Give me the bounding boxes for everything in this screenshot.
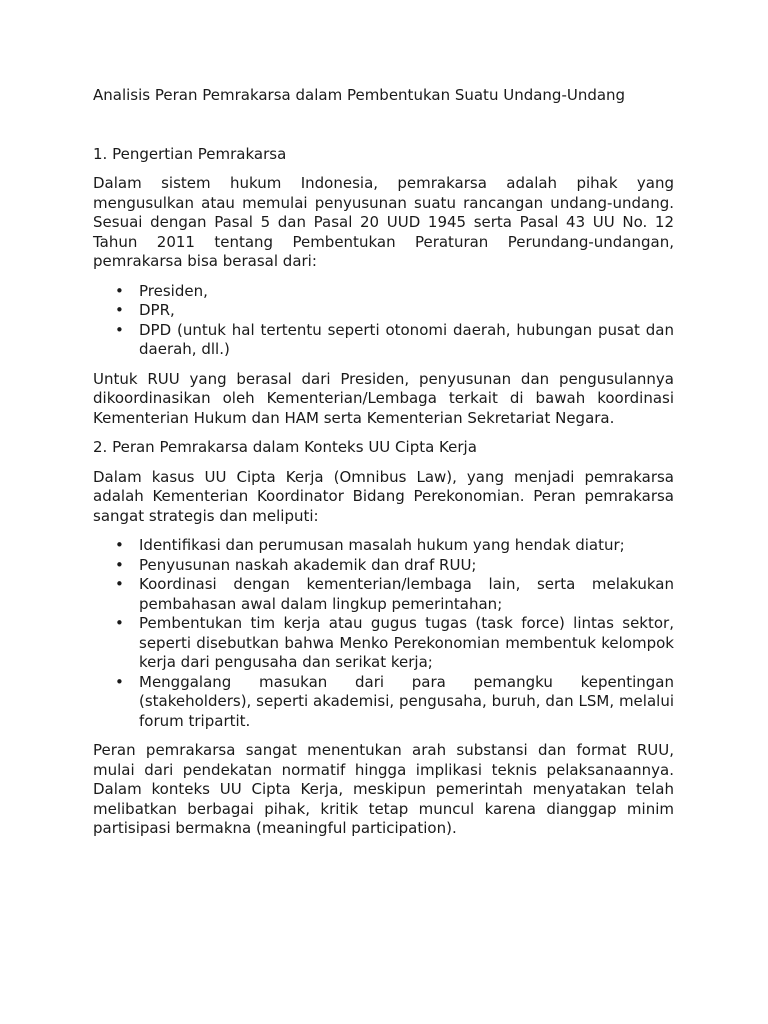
list-item-text: Menggalang masukan dari para pemangku kepentingan (stakeholders), seperti akademisi, pengusaha, buruh, dan LSM, melalui forum tripartit. [139, 672, 674, 730]
list-item [93, 301, 674, 321]
list-item-text: Koordinasi dengan kementerian/lembaga lain, serta melakukan pembahasan awal dalam lingkup pemerintahan; [139, 575, 674, 613]
bullet-icon: • [115, 320, 124, 339]
list-item-text: Presiden, [139, 281, 208, 300]
bullet-icon: • [115, 614, 124, 632]
bullet-icon: • [115, 575, 124, 593]
section-2-paragraph-1: Dalam kasus UU Cipta Kerja (Omnibus Law), yang menjadi pemrakarsa adalah Kementerian Koordinator Bidang Perekonomian. Peran pemrakarsa sangat strategis dan meliputi: [93, 467, 674, 525]
document-page [93, 86, 674, 839]
bullet-icon: • [115, 536, 124, 554]
bullet-icon: • [115, 281, 124, 300]
list-item-text: Pembentukan tim kerja atau gugus tugas (task force) lintas sektor, seperti disebutkan bahwa Menko Perekonomian membentuk kelompok kerja dari pengusaha dan serikat kerja; [139, 614, 674, 671]
section-2-heading: 2. Peran Pemrakarsa dalam Konteks UU Cipta Kerja [93, 438, 477, 456]
list-item-text: DPR, [139, 301, 175, 319]
list-item [93, 321, 674, 360]
list-item-text: Identifikasi dan perumusan masalah hukum yang hendak diatur; [139, 536, 625, 554]
list-item [93, 282, 674, 302]
document-title: Analisis Peran Pemrakarsa dalam Pembentukan Suatu Undang-Undang [93, 86, 626, 104]
list-item [93, 614, 674, 673]
section-1-paragraph-1: Dalam sistem hukum Indonesia, pemrakarsa adalah pihak yang mengusulkan atau memulai penyusunan suatu rancangan undang-undang. Sesuai dengan Pasal 5 dan Pasal 20 UUD 1945 serta Pasal 43 UU No. 12 Tahun 2011 tentang Pembentukan Peraturan Perundang-undangan, pemrakarsa bisa berasal dari: [93, 174, 674, 270]
section-1-paragraph-2: Untuk RUU yang berasal dari Presiden, penyusunan dan pengusulannya dikoordinasikan oleh Kementerian/Lembaga terkait di bawah koordinasi Kementerian Hukum dan HAM serta Kementerian Sekretariat Negara. [93, 369, 674, 427]
section-2-paragraph-2: Peran pemrakarsa sangat menentukan arah substansi dan format RUU, mulai dari pendekatan normatif hingga implikasi teknis pelaksanaannya. Dalam konteks UU Cipta Kerja, meskipun pemerintah menyatakan telah melibatkan berbagai pihak, kritik tetap muncul karena dianggap minim partisipasi bermakna (meaningful participation). [93, 741, 674, 837]
list-item [93, 556, 674, 576]
list-item [93, 575, 674, 614]
list-item-text: DPD (untuk hal tertentu seperti otonomi daerah, hubungan pusat dan daerah, dll.) [139, 320, 674, 358]
list-item [93, 673, 674, 732]
section-1-heading: 1. Pengertian Pemrakarsa [93, 144, 287, 163]
bullet-icon: • [115, 301, 124, 319]
list-item [93, 536, 674, 556]
section-1-bullet-list [93, 282, 674, 360]
list-item-text: Penyusunan naskah akademik dan draf RUU; [139, 555, 477, 574]
bullet-icon: • [115, 555, 124, 574]
bullet-icon: • [115, 672, 124, 691]
section-2-bullet-list [93, 536, 674, 731]
